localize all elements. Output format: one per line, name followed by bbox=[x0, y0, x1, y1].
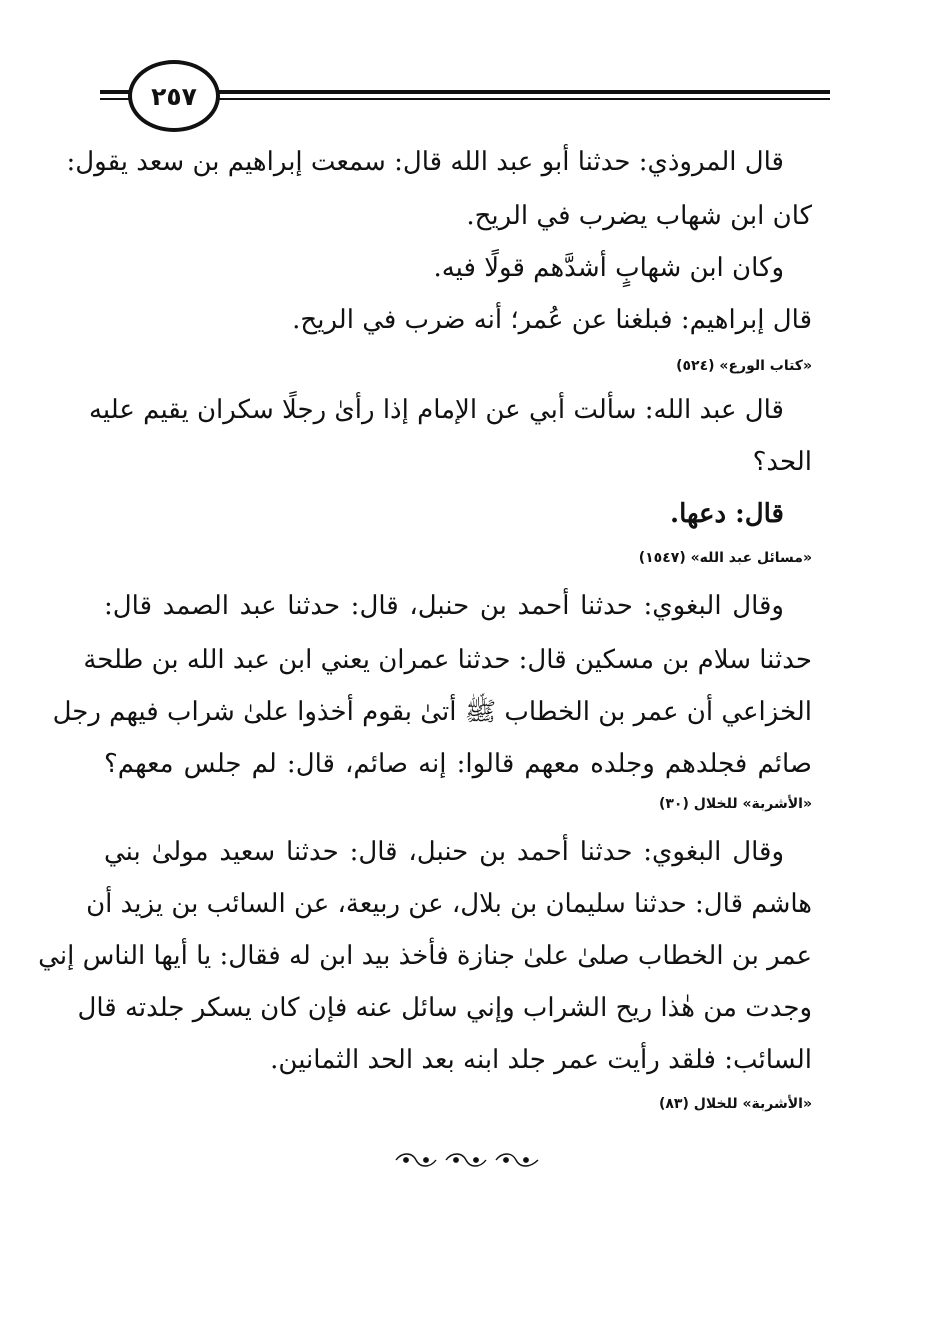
text-line: وقال البغوي: حدثنا أحمد بن حنبل، قال: حدثنا عبد الصمد قال: bbox=[104, 591, 784, 621]
text-line: وجدت من هٰذا ريح الشراب وإني سائل عنه فإن كان يسكر جلدته قال bbox=[77, 993, 812, 1023]
section-ornament-icon bbox=[392, 1150, 542, 1170]
text-line: حدثنا سلام بن مسكين قال: حدثنا عمران يعني ابن عبد الله بن طلحة bbox=[83, 645, 812, 675]
source-citation: «مسائل عبد الله» (١٥٤٧) bbox=[638, 550, 812, 566]
text-line: قال المروذي: حدثنا أبو عبد الله قال: سمعت إبراهيم بن سعد يقول: bbox=[66, 147, 784, 177]
text-line: قال: دعها. bbox=[670, 499, 784, 529]
page-body bbox=[38, 0, 812, 1341]
text-line: وقال البغوي: حدثنا أحمد بن حنبل، قال: حدثنا سعيد مولىٰ بني bbox=[104, 837, 784, 867]
text-line: الخزاعي أن عمر بن الخطاب ﷺ أتىٰ بقوم أخذوا علىٰ شراب فيهم رجل bbox=[52, 697, 812, 727]
source-citation: «كتاب الورع» (٥٢٤) bbox=[676, 358, 812, 374]
text-line: قال إبراهيم: فبلغنا عن عُمر؛ أنه ضرب في الريح. bbox=[292, 305, 812, 335]
text-line: هاشم قال: حدثنا سليمان بن بلال، عن ربيعة، عن السائب بن يزيد أن bbox=[86, 889, 812, 919]
page-number: ٢٥٧ bbox=[128, 60, 220, 132]
text-line: قال عبد الله: سألت أبي عن الإمام إذا رأىٰ رجلًا سكران يقيم عليه bbox=[88, 395, 784, 425]
text-line: صائم فجلدهم وجلده معهم قالوا: إنه صائم، قال: لم جلس معهم؟ bbox=[104, 749, 812, 779]
text-line: كان ابن شهاب يضرب في الريح. bbox=[466, 201, 812, 231]
source-citation: «الأشربة» للخلال (٣٠) bbox=[658, 796, 812, 812]
text-line: السائب: فلقد رأيت عمر جلد ابنه بعد الحد الثمانين. bbox=[270, 1045, 812, 1075]
source-citation: «الأشربة» للخلال (٨٣) bbox=[658, 1096, 812, 1112]
text-line: وكان ابن شهابٍ أشدَّهم قولًا فيه. bbox=[433, 253, 784, 283]
text-line: الحد؟ bbox=[752, 447, 812, 477]
text-line: عمر بن الخطاب صلىٰ علىٰ جنازة فأخذ بيد ابن له فقال: يا أيها الناس إني bbox=[38, 941, 812, 971]
